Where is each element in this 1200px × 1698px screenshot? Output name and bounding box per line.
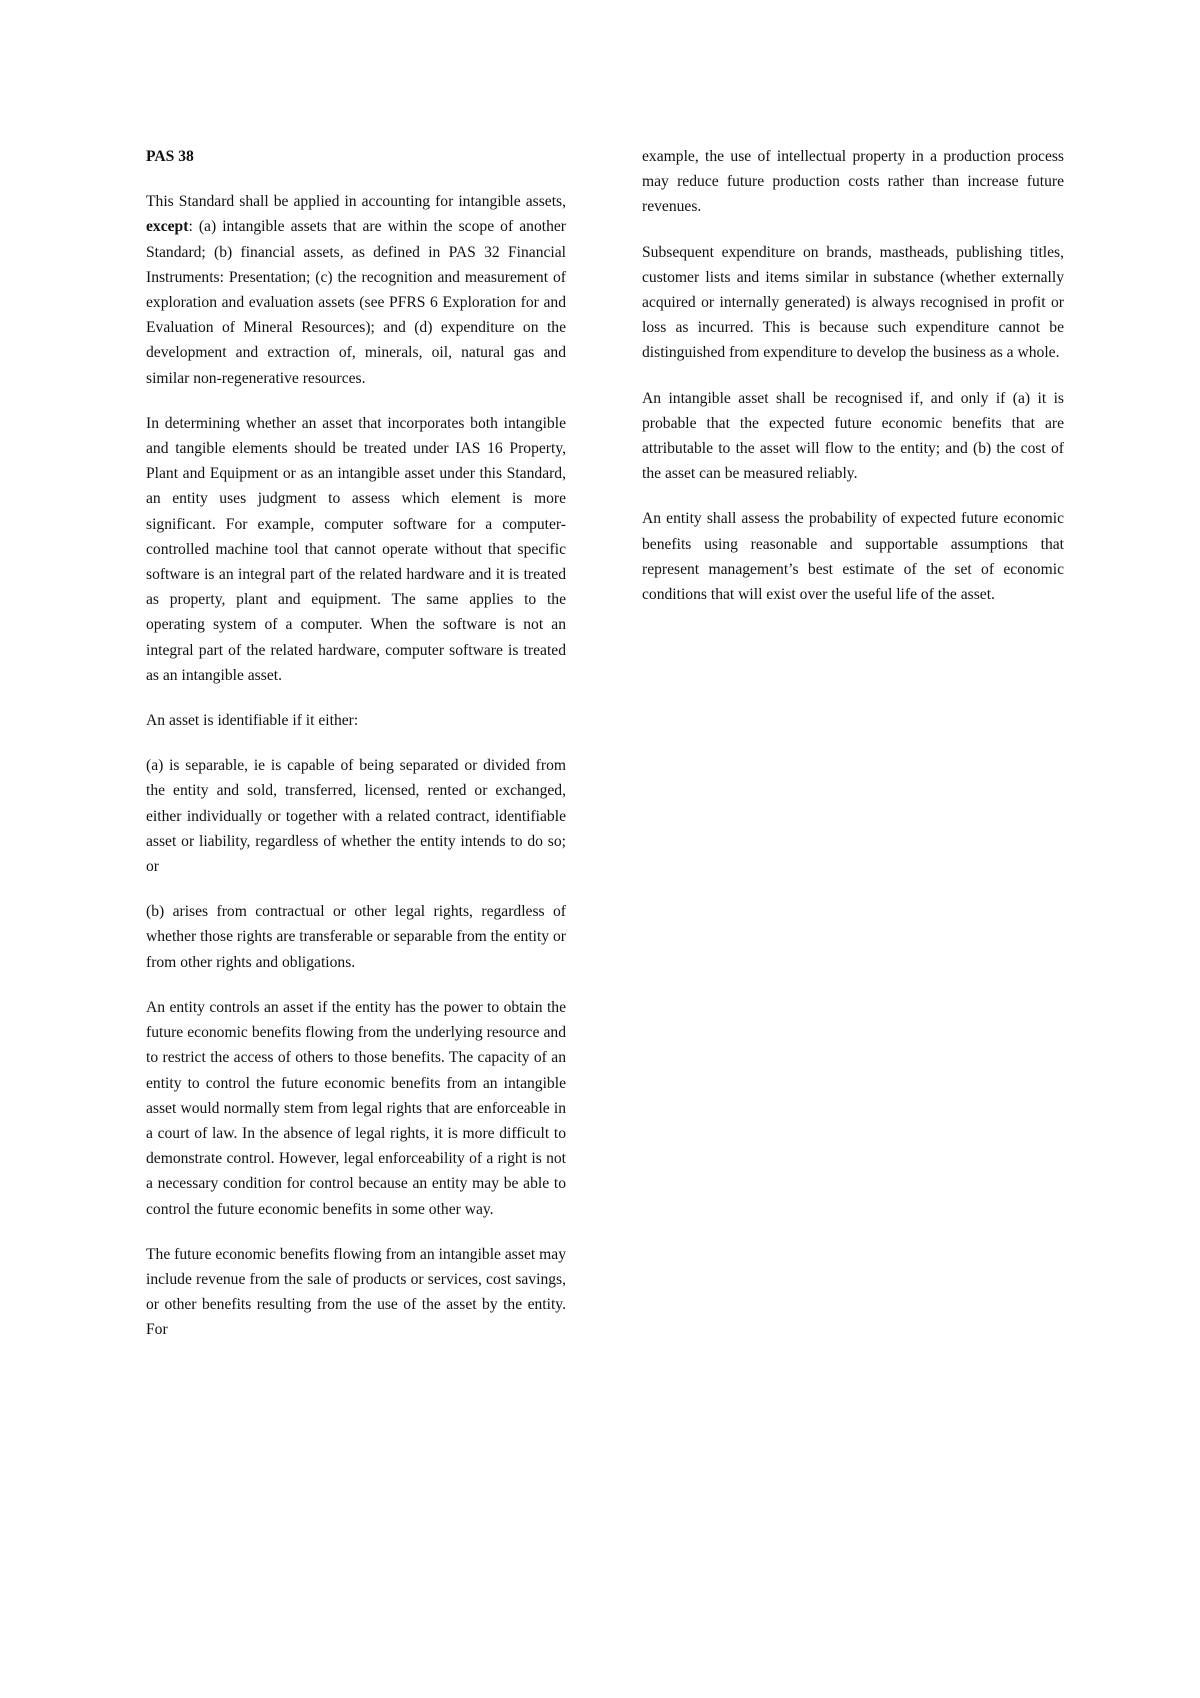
left-column [146, 144, 566, 1363]
right-column [642, 144, 1064, 627]
probability-assessment-paragraph: An entity shall assess the probability of expected future economic benefits using reasonable and supportable assumptions that represent management’s best estimate of the set of economic conditions that will exist over the useful life of the asset. [642, 510, 1064, 604]
scope-text-end: : (a) intangible assets that are within the scope of another Standard; (b) financial assets, as defined in PAS 32 Financial Instruments: Presentation; (c) the recognition and measurement of exploration and evaluation assets (see PFRS 6 Exploration for and Evaluation of Mineral Resources); and (d) expenditure on the development and extraction of, minerals, oil, natural gas and similar non-regenerative resources. [146, 218, 566, 387]
identifiable-intro-paragraph: An asset is identifiable if it either: [146, 712, 359, 730]
control-paragraph: An entity controls an asset if the entity has the power to obtain the future economic benefits flowing from the underlying resource and to restrict the access of others to those benefits. The capacity of an entity to control the future economic benefits from an intangible asset would normally stem from legal rights that are enforceable in a court of law. In the absence of legal rights, it is more difficult to demonstrate control. However, legal enforceability of a right is not a necessary condition for control because an entity may be able to control the future economic benefits in some other way. [146, 998, 566, 1218]
document-heading: PAS 38 [146, 148, 194, 165]
legal-rights-paragraph: (b) arises from contractual or other legal rights, regardless of whether those rights are transferable or separable from the entity or from other rights and obligations. [146, 903, 566, 971]
scope-text-start: This Standard shall be applied in accounting for intangible assets, [146, 193, 566, 211]
recognition-criteria-paragraph: An intangible asset shall be recognised if, and only if (a) it is probable that the expected future economic benefits that are attributable to the asset will flow to the entity; and (b) the cost of the asset can be measured reliably. [642, 389, 1064, 483]
subsequent-expenditure-paragraph: Subsequent expenditure on brands, mastheads, publishing titles, customer lists and items similar in substance (whether externally acquired or internally generated) is always recognised in profit or loss as incurred. This is because such expenditure cannot be distinguished from expenditure to develop the business as a whole. [642, 243, 1064, 362]
future-benefits-paragraph: The future economic benefits flowing from an intangible asset may include revenue from the sale of products or services, cost savings, or other benefits resulting from the use of the asset by the entity. For [146, 1245, 566, 1339]
separable-paragraph: (a) is separable, ie is capable of being separated or divided from the entity and sold, transferred, licensed, rented or exchanged, either individually or together with a related contract, identifiable asset or liability, regardless of whether the entity intends to do so; or [146, 757, 566, 876]
continued-example-paragraph: example, the use of intellectual property in a production process may reduce future production costs rather than increase future revenues. [642, 148, 1064, 216]
scope-paragraph [146, 189, 566, 391]
scope-except-keyword: except [146, 218, 189, 236]
tangible-elements-paragraph: In determining whether an asset that incorporates both intangible and tangible elements should be treated under IAS 16 Property, Plant and Equipment or as an intangible asset under this Standard, an entity uses judgment to assess which element is more significant. For example, computer software for a computer-controlled machine tool that cannot operate without that specific software is an integral part of the related hardware and it is treated as property, plant and equipment. The same applies to the operating system of a computer. When the software is not an integral part of the related hardware, computer software is treated as an intangible asset. [146, 414, 566, 684]
